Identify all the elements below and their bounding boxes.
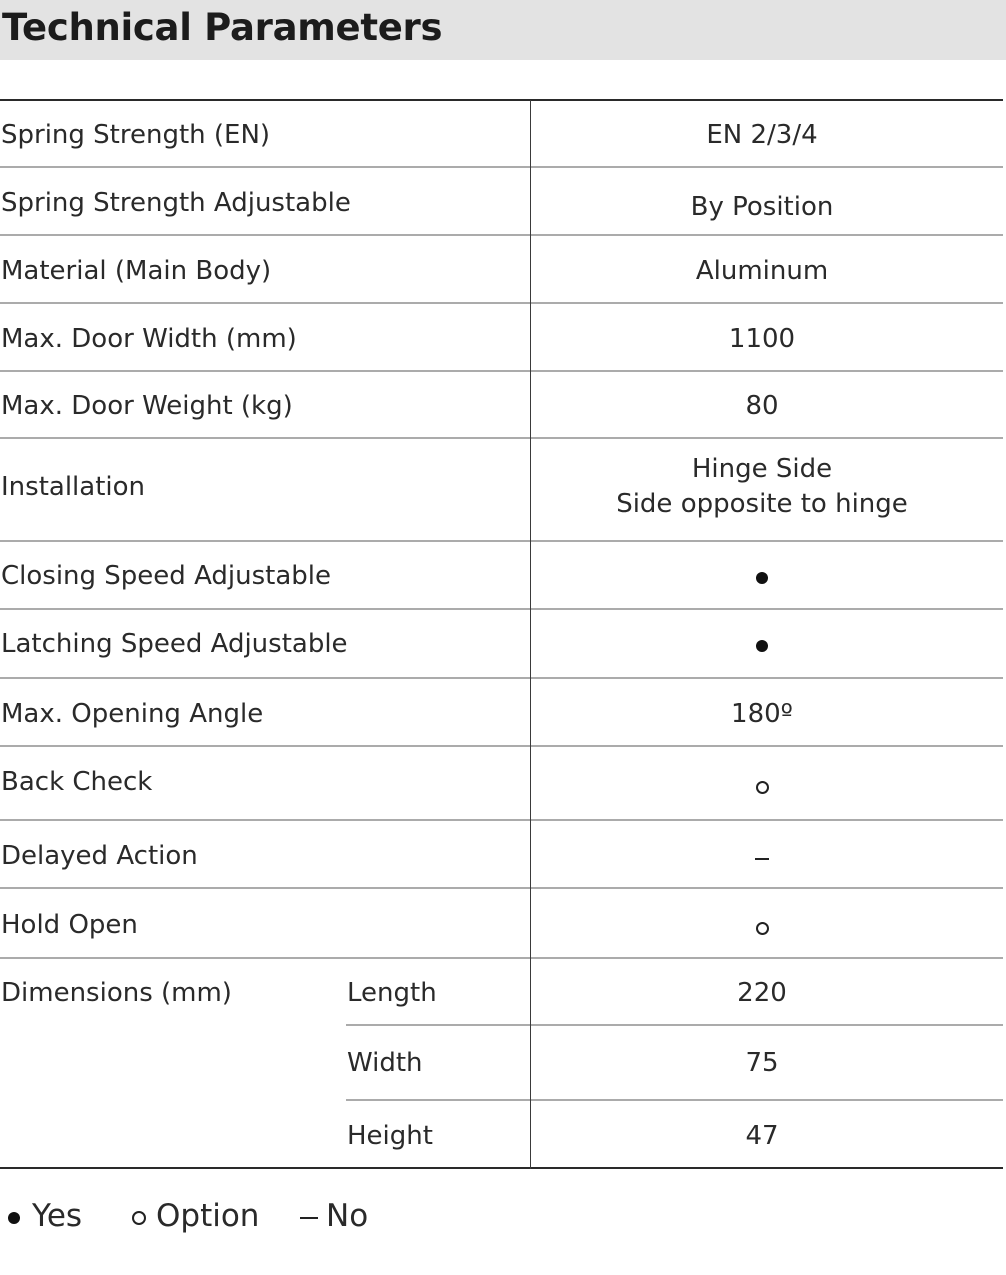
param-value [531,843,993,873]
param-label: Back Check [1,767,153,797]
option-circle-icon [756,922,769,935]
row-divider [0,819,1003,821]
param-label: Delayed Action [1,841,198,871]
page-title: Technical Parameters [2,6,443,49]
title-bar [0,0,1006,60]
param-value: 180º [731,699,793,729]
param-value: Aluminum [695,256,829,286]
dimension-label: Width [347,1048,423,1078]
param-label: Max. Door Weight (kg) [1,391,293,421]
value-line: Hinge Side [691,454,833,484]
row-divider [0,677,1003,679]
param-value: EN 2/3/4 [706,120,818,150]
row-divider [0,745,1003,747]
row-divider [0,957,1003,959]
row-divider [0,887,1003,889]
legend-yes-label: Yes [32,1198,83,1234]
dimension-value: 220 [737,978,787,1008]
table-bottom-rule [0,1167,1003,1169]
legend-yes [8,1198,82,1234]
param-label: Latching Speed Adjustable [1,629,348,659]
row-divider [0,166,1003,168]
legend-option [132,1198,259,1234]
param-value [531,771,993,801]
row-divider [0,540,1003,542]
param-label: Material (Main Body) [1,256,272,286]
option-circle-icon [756,781,769,794]
value-line: Side opposite to hinge [616,489,908,519]
row-divider [0,608,1003,610]
param-label: Installation [1,472,146,502]
param-value: 1100 [728,324,796,354]
param-label: Max. Door Width (mm) [1,324,297,354]
param-value [531,452,993,522]
param-label: Max. Opening Angle [1,699,264,729]
legend-option-label: Option [156,1198,260,1234]
legend-no [300,1198,368,1234]
yes-dot-icon [756,640,768,652]
param-label: Hold Open [1,910,138,940]
option-circle-icon [132,1211,146,1225]
param-label: Closing Speed Adjustable [1,561,332,591]
row-divider [0,234,1003,236]
dimension-label: Height [347,1121,433,1151]
no-dash-icon [300,1217,318,1219]
param-label: Dimensions (mm) [1,978,232,1008]
param-label: Spring Strength Adjustable [1,188,351,218]
dimension-value: 75 [745,1048,779,1078]
param-value [531,912,993,942]
row-divider [346,1099,1003,1101]
param-value [531,561,993,591]
no-dash-icon [755,858,769,860]
row-divider [0,437,1003,439]
row-divider [0,302,1003,304]
yes-dot-icon [756,572,768,584]
param-value: 80 [745,391,779,421]
row-divider [0,370,1003,372]
row-divider [346,1024,1003,1026]
param-value: By Position [690,192,834,222]
legend-no-label: No [326,1198,369,1234]
dimension-label: Length [347,978,437,1008]
param-value [531,629,993,659]
param-label: Spring Strength (EN) [1,120,271,150]
table-top-rule [0,99,1003,101]
dimension-value: 47 [745,1121,779,1151]
yes-dot-icon [8,1212,20,1224]
